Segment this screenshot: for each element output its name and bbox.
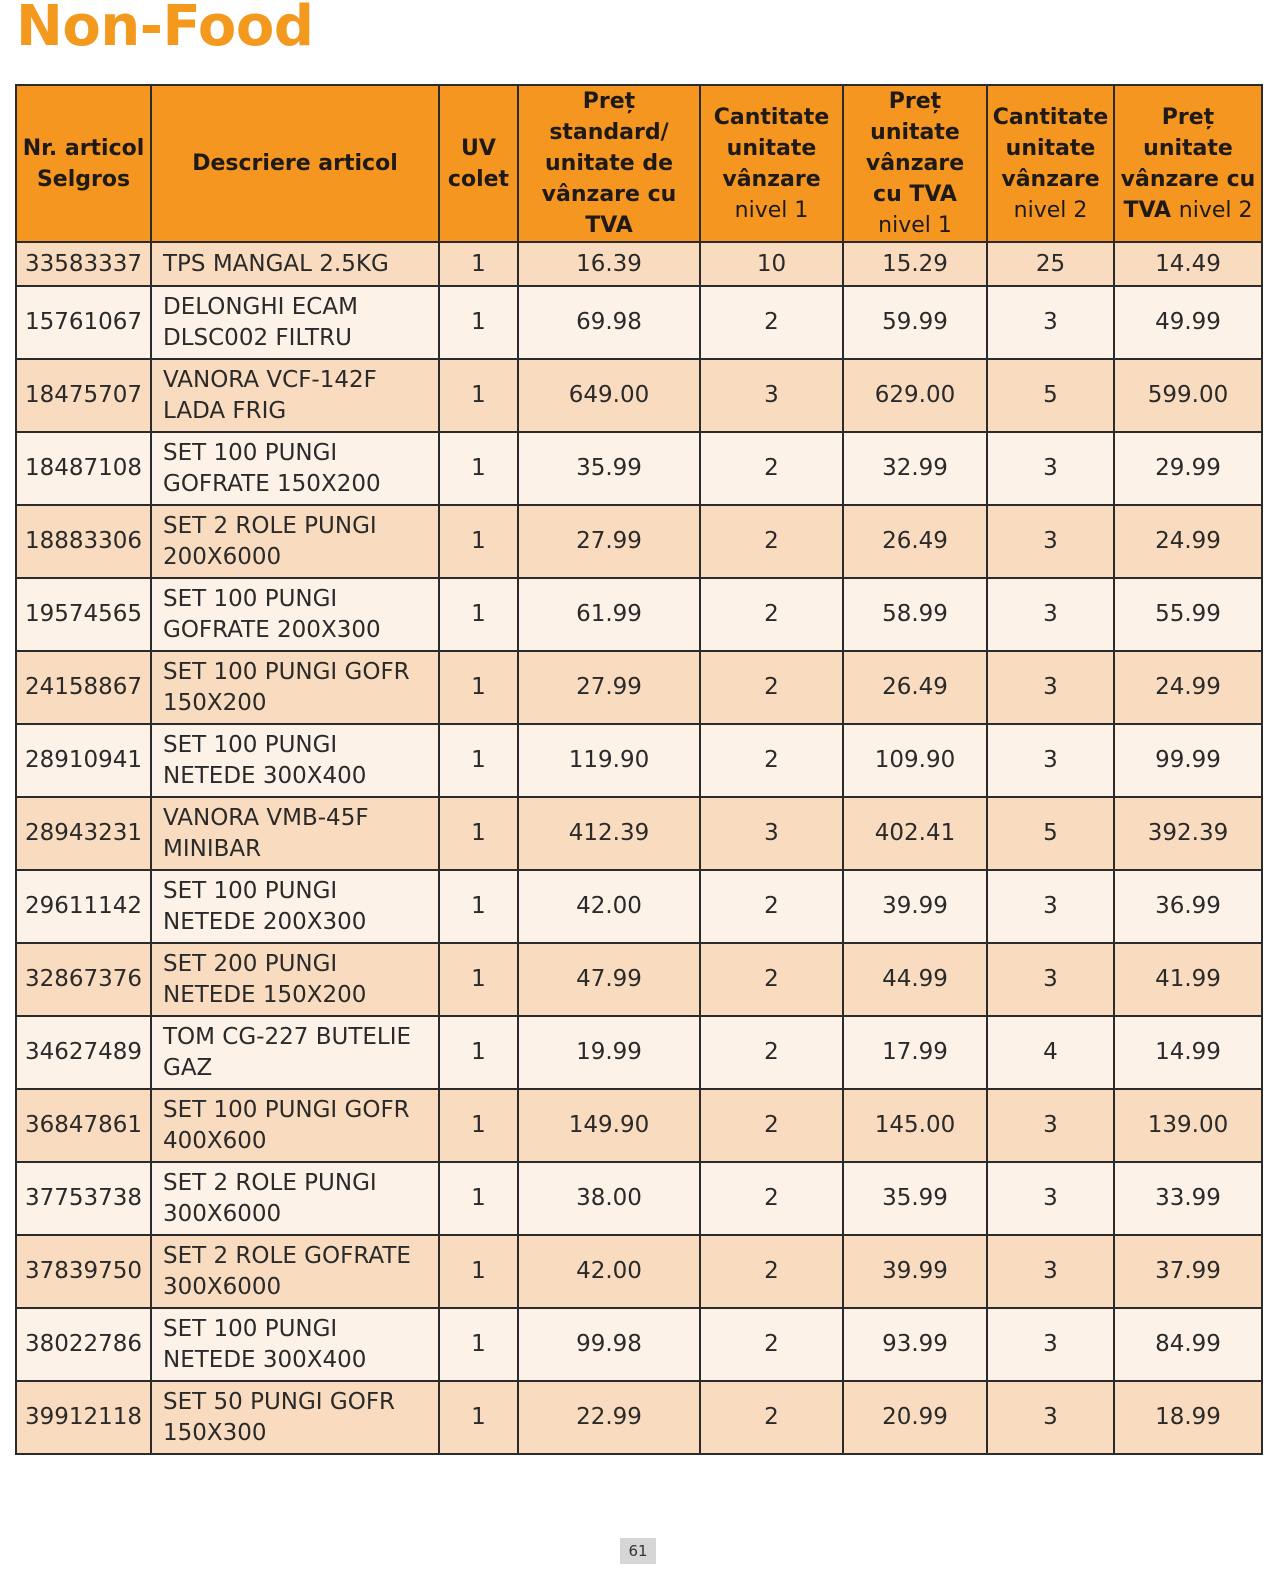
cell-qty-level1: 2 (700, 1308, 843, 1381)
cell-qty-level1: 10 (700, 242, 843, 286)
header-price-level1-rest: nivel 1 (878, 213, 952, 238)
cell-qty-level2: 3 (987, 651, 1114, 724)
header-standard-price-text: Preț standard/ unitate de vânzare cu TVA (541, 89, 677, 238)
cell-qty-level2: 3 (987, 724, 1114, 797)
table-row (16, 1016, 1262, 1089)
cell-description: SET 2 ROLE GOFRATE 300X6000 (151, 1235, 439, 1308)
header-qty-level1-bold: Cantitate unitate vânzare (713, 104, 830, 192)
cell-qty-level1: 2 (700, 286, 843, 359)
table-row (16, 286, 1262, 359)
table-row (16, 797, 1262, 870)
cell-price-level1: 20.99 (843, 1381, 987, 1454)
cell-uv: 1 (439, 1381, 518, 1454)
cell-article-no: 34627489 (16, 1016, 151, 1089)
cell-standard-price: 47.99 (518, 943, 700, 1016)
table-row (16, 1089, 1262, 1162)
cell-price-level1: 26.49 (843, 505, 987, 578)
cell-description: SET 100 PUNGI NETEDE 300X400 (151, 724, 439, 797)
cell-description: TPS MANGAL 2.5KG (151, 242, 439, 286)
cell-price-level2: 599.00 (1114, 359, 1262, 432)
header-price-level2 (1114, 85, 1262, 242)
header-qty-level1-rest: nivel 1 (734, 197, 809, 223)
cell-article-no: 18475707 (16, 359, 151, 432)
cell-qty-level1: 2 (700, 943, 843, 1016)
cell-qty-level2: 3 (987, 1235, 1114, 1308)
cell-description: DELONGHI ECAM DLSC002 FILTRU (151, 286, 439, 359)
cell-article-no: 28910941 (16, 724, 151, 797)
cell-qty-level2: 3 (987, 1089, 1114, 1162)
header-price-level1 (843, 85, 987, 242)
cell-qty-level1: 3 (700, 359, 843, 432)
cell-price-level2: 18.99 (1114, 1381, 1262, 1454)
cell-uv: 1 (439, 724, 518, 797)
cell-qty-level1: 2 (700, 1016, 843, 1089)
cell-standard-price: 61.99 (518, 578, 700, 651)
cell-uv: 1 (439, 870, 518, 943)
cell-price-level2: 84.99 (1114, 1308, 1262, 1381)
cell-uv: 1 (439, 1089, 518, 1162)
table-header (16, 85, 1262, 242)
cell-price-level1: 402.41 (843, 797, 987, 870)
table-row (16, 432, 1262, 505)
cell-article-no: 38022786 (16, 1308, 151, 1381)
cell-description: SET 100 PUNGI GOFRATE 150X200 (151, 432, 439, 505)
cell-article-no: 36847861 (16, 1089, 151, 1162)
cell-qty-level2: 3 (987, 1381, 1114, 1454)
cell-description: TOM CG-227 BUTELIE GAZ (151, 1016, 439, 1089)
header-article-no-text: Nr. articol Selgros (22, 135, 145, 192)
cell-qty-level2: 3 (987, 578, 1114, 651)
cell-description: SET 100 PUNGI NETEDE 300X400 (151, 1308, 439, 1381)
cell-qty-level1: 2 (700, 724, 843, 797)
cell-uv: 1 (439, 651, 518, 724)
cell-article-no: 37839750 (16, 1235, 151, 1308)
cell-standard-price: 16.39 (518, 242, 700, 286)
header-qty-level2-rest: nivel 2 (1013, 197, 1088, 223)
cell-price-level1: 629.00 (843, 359, 987, 432)
cell-price-level1: 93.99 (843, 1308, 987, 1381)
cell-article-no: 18883306 (16, 505, 151, 578)
cell-price-level2: 36.99 (1114, 870, 1262, 943)
cell-standard-price: 19.99 (518, 1016, 700, 1089)
cell-standard-price: 412.39 (518, 797, 700, 870)
cell-standard-price: 38.00 (518, 1162, 700, 1235)
cell-qty-level2: 3 (987, 286, 1114, 359)
table-row (16, 651, 1262, 724)
header-price-level2-rest: nivel 2 (1178, 197, 1253, 223)
cell-price-level2: 24.99 (1114, 651, 1262, 724)
cell-uv: 1 (439, 359, 518, 432)
cell-article-no: 24158867 (16, 651, 151, 724)
cell-standard-price: 27.99 (518, 505, 700, 578)
cell-price-level2: 55.99 (1114, 578, 1262, 651)
cell-qty-level2: 3 (987, 870, 1114, 943)
cell-price-level1: 17.99 (843, 1016, 987, 1089)
cell-qty-level1: 2 (700, 1089, 843, 1162)
cell-uv: 1 (439, 505, 518, 578)
cell-qty-level1: 2 (700, 1162, 843, 1235)
header-description-text: Descriere articol (192, 151, 398, 176)
cell-price-level2: 24.99 (1114, 505, 1262, 578)
cell-qty-level2: 3 (987, 432, 1114, 505)
cell-standard-price: 22.99 (518, 1381, 700, 1454)
table-body (16, 242, 1262, 1454)
cell-qty-level1: 2 (700, 432, 843, 505)
cell-price-level2: 99.99 (1114, 724, 1262, 797)
cell-standard-price: 35.99 (518, 432, 700, 505)
cell-description: SET 100 PUNGI GOFR 400X600 (151, 1089, 439, 1162)
cell-price-level1: 26.49 (843, 651, 987, 724)
cell-price-level1: 39.99 (843, 1235, 987, 1308)
cell-description: SET 2 ROLE PUNGI 200X6000 (151, 505, 439, 578)
cell-price-level1: 15.29 (843, 242, 987, 286)
cell-uv: 1 (439, 1162, 518, 1235)
cell-qty-level2: 3 (987, 943, 1114, 1016)
cell-uv: 1 (439, 1308, 518, 1381)
cell-price-level1: 39.99 (843, 870, 987, 943)
cell-price-level2: 41.99 (1114, 943, 1262, 1016)
cell-qty-level1: 3 (700, 797, 843, 870)
table-row (16, 1235, 1262, 1308)
table-row (16, 870, 1262, 943)
page-title: Non-Food (16, 0, 314, 59)
table-row (16, 1162, 1262, 1235)
cell-uv: 1 (439, 432, 518, 505)
table-row (16, 943, 1262, 1016)
cell-description: SET 100 PUNGI GOFRATE 200X300 (151, 578, 439, 651)
table-row (16, 359, 1262, 432)
header-row (16, 85, 1262, 242)
cell-uv: 1 (439, 943, 518, 1016)
cell-qty-level1: 2 (700, 1381, 843, 1454)
cell-price-level1: 58.99 (843, 578, 987, 651)
cell-qty-level2: 3 (987, 1162, 1114, 1235)
cell-standard-price: 69.98 (518, 286, 700, 359)
header-uv-text: UV colet (447, 135, 510, 192)
cell-standard-price: 649.00 (518, 359, 700, 432)
cell-article-no: 32867376 (16, 943, 151, 1016)
cell-article-no: 19574565 (16, 578, 151, 651)
table-row (16, 578, 1262, 651)
cell-qty-level1: 2 (700, 651, 843, 724)
cell-qty-level2: 3 (987, 1308, 1114, 1381)
cell-price-level1: 59.99 (843, 286, 987, 359)
cell-article-no: 29611142 (16, 870, 151, 943)
cell-description: SET 50 PUNGI GOFR 150X300 (151, 1381, 439, 1454)
table-row (16, 505, 1262, 578)
cell-article-no: 39912118 (16, 1381, 151, 1454)
cell-qty-level1: 2 (700, 578, 843, 651)
cell-standard-price: 99.98 (518, 1308, 700, 1381)
header-standard-price (518, 85, 700, 242)
cell-article-no: 28943231 (16, 797, 151, 870)
cell-price-level2: 14.49 (1114, 242, 1262, 286)
table-row (16, 242, 1262, 286)
header-price-level2-bold: Preț unitate vânzare cu TVA (1120, 104, 1256, 223)
cell-qty-level1: 2 (700, 1235, 843, 1308)
cell-uv: 1 (439, 1016, 518, 1089)
cell-price-level1: 109.90 (843, 724, 987, 797)
cell-qty-level2: 25 (987, 242, 1114, 286)
cell-price-level2: 14.99 (1114, 1016, 1262, 1089)
cell-article-no: 15761067 (16, 286, 151, 359)
cell-standard-price: 27.99 (518, 651, 700, 724)
cell-standard-price: 42.00 (518, 1235, 700, 1308)
cell-article-no: 33583337 (16, 242, 151, 286)
table-row (16, 1308, 1262, 1381)
cell-qty-level1: 2 (700, 870, 843, 943)
cell-description: SET 200 PUNGI NETEDE 150X200 (151, 943, 439, 1016)
header-article-no (16, 85, 151, 242)
cell-qty-level2: 4 (987, 1016, 1114, 1089)
cell-description: SET 100 PUNGI NETEDE 200X300 (151, 870, 439, 943)
cell-article-no: 37753738 (16, 1162, 151, 1235)
cell-qty-level2: 5 (987, 359, 1114, 432)
cell-article-no: 18487108 (16, 432, 151, 505)
cell-uv: 1 (439, 286, 518, 359)
cell-price-level1: 32.99 (843, 432, 987, 505)
cell-uv: 1 (439, 242, 518, 286)
cell-price-level1: 145.00 (843, 1089, 987, 1162)
cell-price-level2: 29.99 (1114, 432, 1262, 505)
header-qty-level2 (987, 85, 1114, 242)
cell-price-level2: 139.00 (1114, 1089, 1262, 1162)
cell-description: SET 2 ROLE PUNGI 300X6000 (151, 1162, 439, 1235)
cell-standard-price: 119.90 (518, 724, 700, 797)
cell-qty-level1: 2 (700, 505, 843, 578)
price-table (15, 84, 1263, 1455)
header-uv (439, 85, 518, 242)
cell-uv: 1 (439, 1235, 518, 1308)
cell-price-level1: 35.99 (843, 1162, 987, 1235)
cell-standard-price: 149.90 (518, 1089, 700, 1162)
cell-price-level2: 33.99 (1114, 1162, 1262, 1235)
cell-description: VANORA VMB-45F MINIBAR (151, 797, 439, 870)
header-description (151, 85, 439, 242)
page-number: 61 (620, 1538, 656, 1564)
table-row (16, 1381, 1262, 1454)
header-qty-level1 (700, 85, 843, 242)
header-qty-level2-bold: Cantitate unitate vânzare (992, 104, 1109, 192)
cell-price-level2: 392.39 (1114, 797, 1262, 870)
table-row (16, 724, 1262, 797)
cell-uv: 1 (439, 578, 518, 651)
cell-qty-level2: 3 (987, 505, 1114, 578)
cell-uv: 1 (439, 797, 518, 870)
cell-qty-level2: 5 (987, 797, 1114, 870)
cell-price-level1: 44.99 (843, 943, 987, 1016)
cell-description: VANORA VCF-142F LADA FRIG (151, 359, 439, 432)
cell-description: SET 100 PUNGI GOFR 150X200 (151, 651, 439, 724)
cell-price-level2: 49.99 (1114, 286, 1262, 359)
cell-standard-price: 42.00 (518, 870, 700, 943)
cell-price-level2: 37.99 (1114, 1235, 1262, 1308)
header-price-level1-bold: Preț unitate vânzare cu TVA (865, 89, 965, 207)
